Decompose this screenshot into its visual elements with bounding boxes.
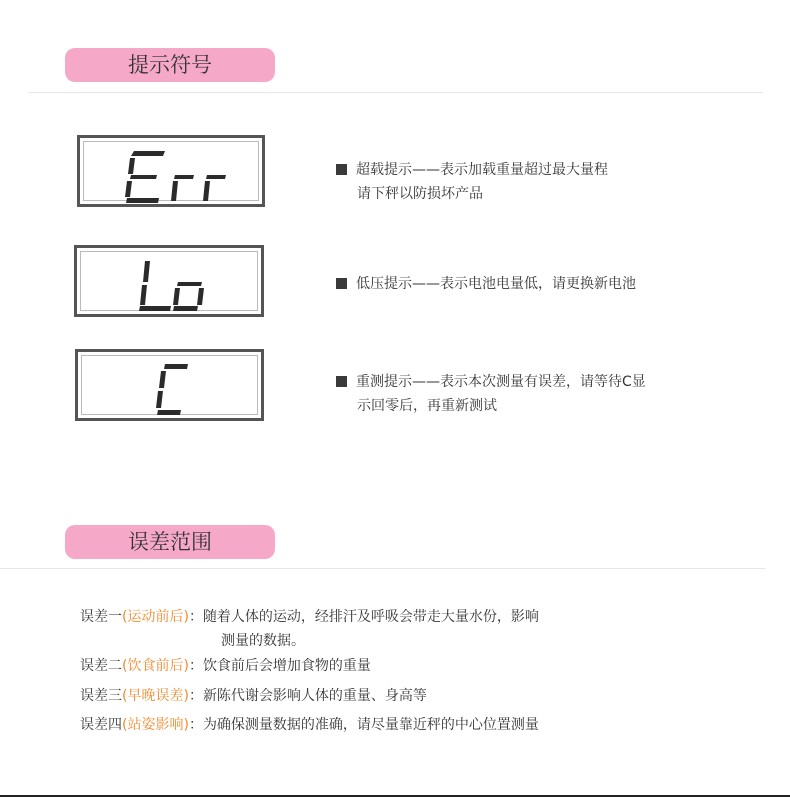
- lcd-display-err: [77, 135, 265, 207]
- error-text: 为确保测量数据的准确，请尽量靠近秤的中心位置测量: [202, 717, 539, 733]
- bullet-square-icon: [336, 376, 347, 387]
- lcd-display-c: [75, 349, 264, 421]
- lcd-display-lo: [74, 245, 264, 317]
- description-overload: [336, 158, 608, 206]
- error-text: 新陈代谢会影响人体的重量、身高等: [202, 688, 427, 704]
- err-glyphs: [80, 138, 268, 210]
- bullet-square-icon: [336, 278, 347, 289]
- description-remeasure-line1: 重测提示——表示本次测量有误差，请等待C显: [356, 374, 646, 390]
- section-title-error-range-text: 误差范围: [128, 530, 212, 554]
- error-colon: ：: [188, 658, 203, 674]
- divider-symbols: [28, 92, 763, 93]
- section-title-symbols-text: 提示符号: [128, 53, 212, 77]
- section-title-error-range: [65, 525, 275, 559]
- description-low-battery: [336, 272, 636, 296]
- error-label: 误差二: [80, 658, 122, 674]
- description-remeasure-line2: 示回零后，再重新测试: [357, 398, 497, 414]
- description-remeasure: [336, 370, 646, 418]
- error-item-1: [80, 606, 539, 628]
- error-label: 误差四: [80, 717, 122, 733]
- c-glyphs: [78, 352, 267, 424]
- description-overload-line2: 请下秤以防损坏产品: [357, 186, 483, 202]
- error-colon: ：: [188, 717, 203, 733]
- bullet-square-icon: [336, 164, 347, 175]
- error-item-4: [80, 714, 539, 736]
- error-item-3: [80, 685, 427, 707]
- description-overload-line1: 超载提示——表示加载重量超过最大量程: [356, 162, 608, 178]
- description-low-battery-line1: 低压提示——表示电池电量低，请更换新电池: [356, 276, 636, 292]
- error-colon: ：: [188, 609, 203, 625]
- error-cause: (运动前后): [122, 609, 189, 625]
- error-cause: (站姿影响): [122, 717, 189, 733]
- bottom-divider: [0, 795, 790, 797]
- lo-glyphs: [77, 248, 267, 320]
- error-cause: (早晚误差): [122, 688, 189, 704]
- error-item-2: [80, 655, 371, 677]
- divider-error-range: [0, 568, 765, 569]
- section-title-symbols: [65, 48, 275, 82]
- error-colon: ：: [188, 688, 203, 704]
- error-cause: (饮食前后): [122, 658, 189, 674]
- error-label: 误差三: [80, 688, 122, 704]
- error-item-1-continuation: 测量的数据。: [221, 633, 305, 649]
- error-text: 饮食前后会增加食物的重量: [202, 658, 371, 674]
- error-label: 误差一: [80, 609, 122, 625]
- error-text: 随着人体的运动，经排汗及呼吸会带走大量水份，影响: [202, 609, 539, 625]
